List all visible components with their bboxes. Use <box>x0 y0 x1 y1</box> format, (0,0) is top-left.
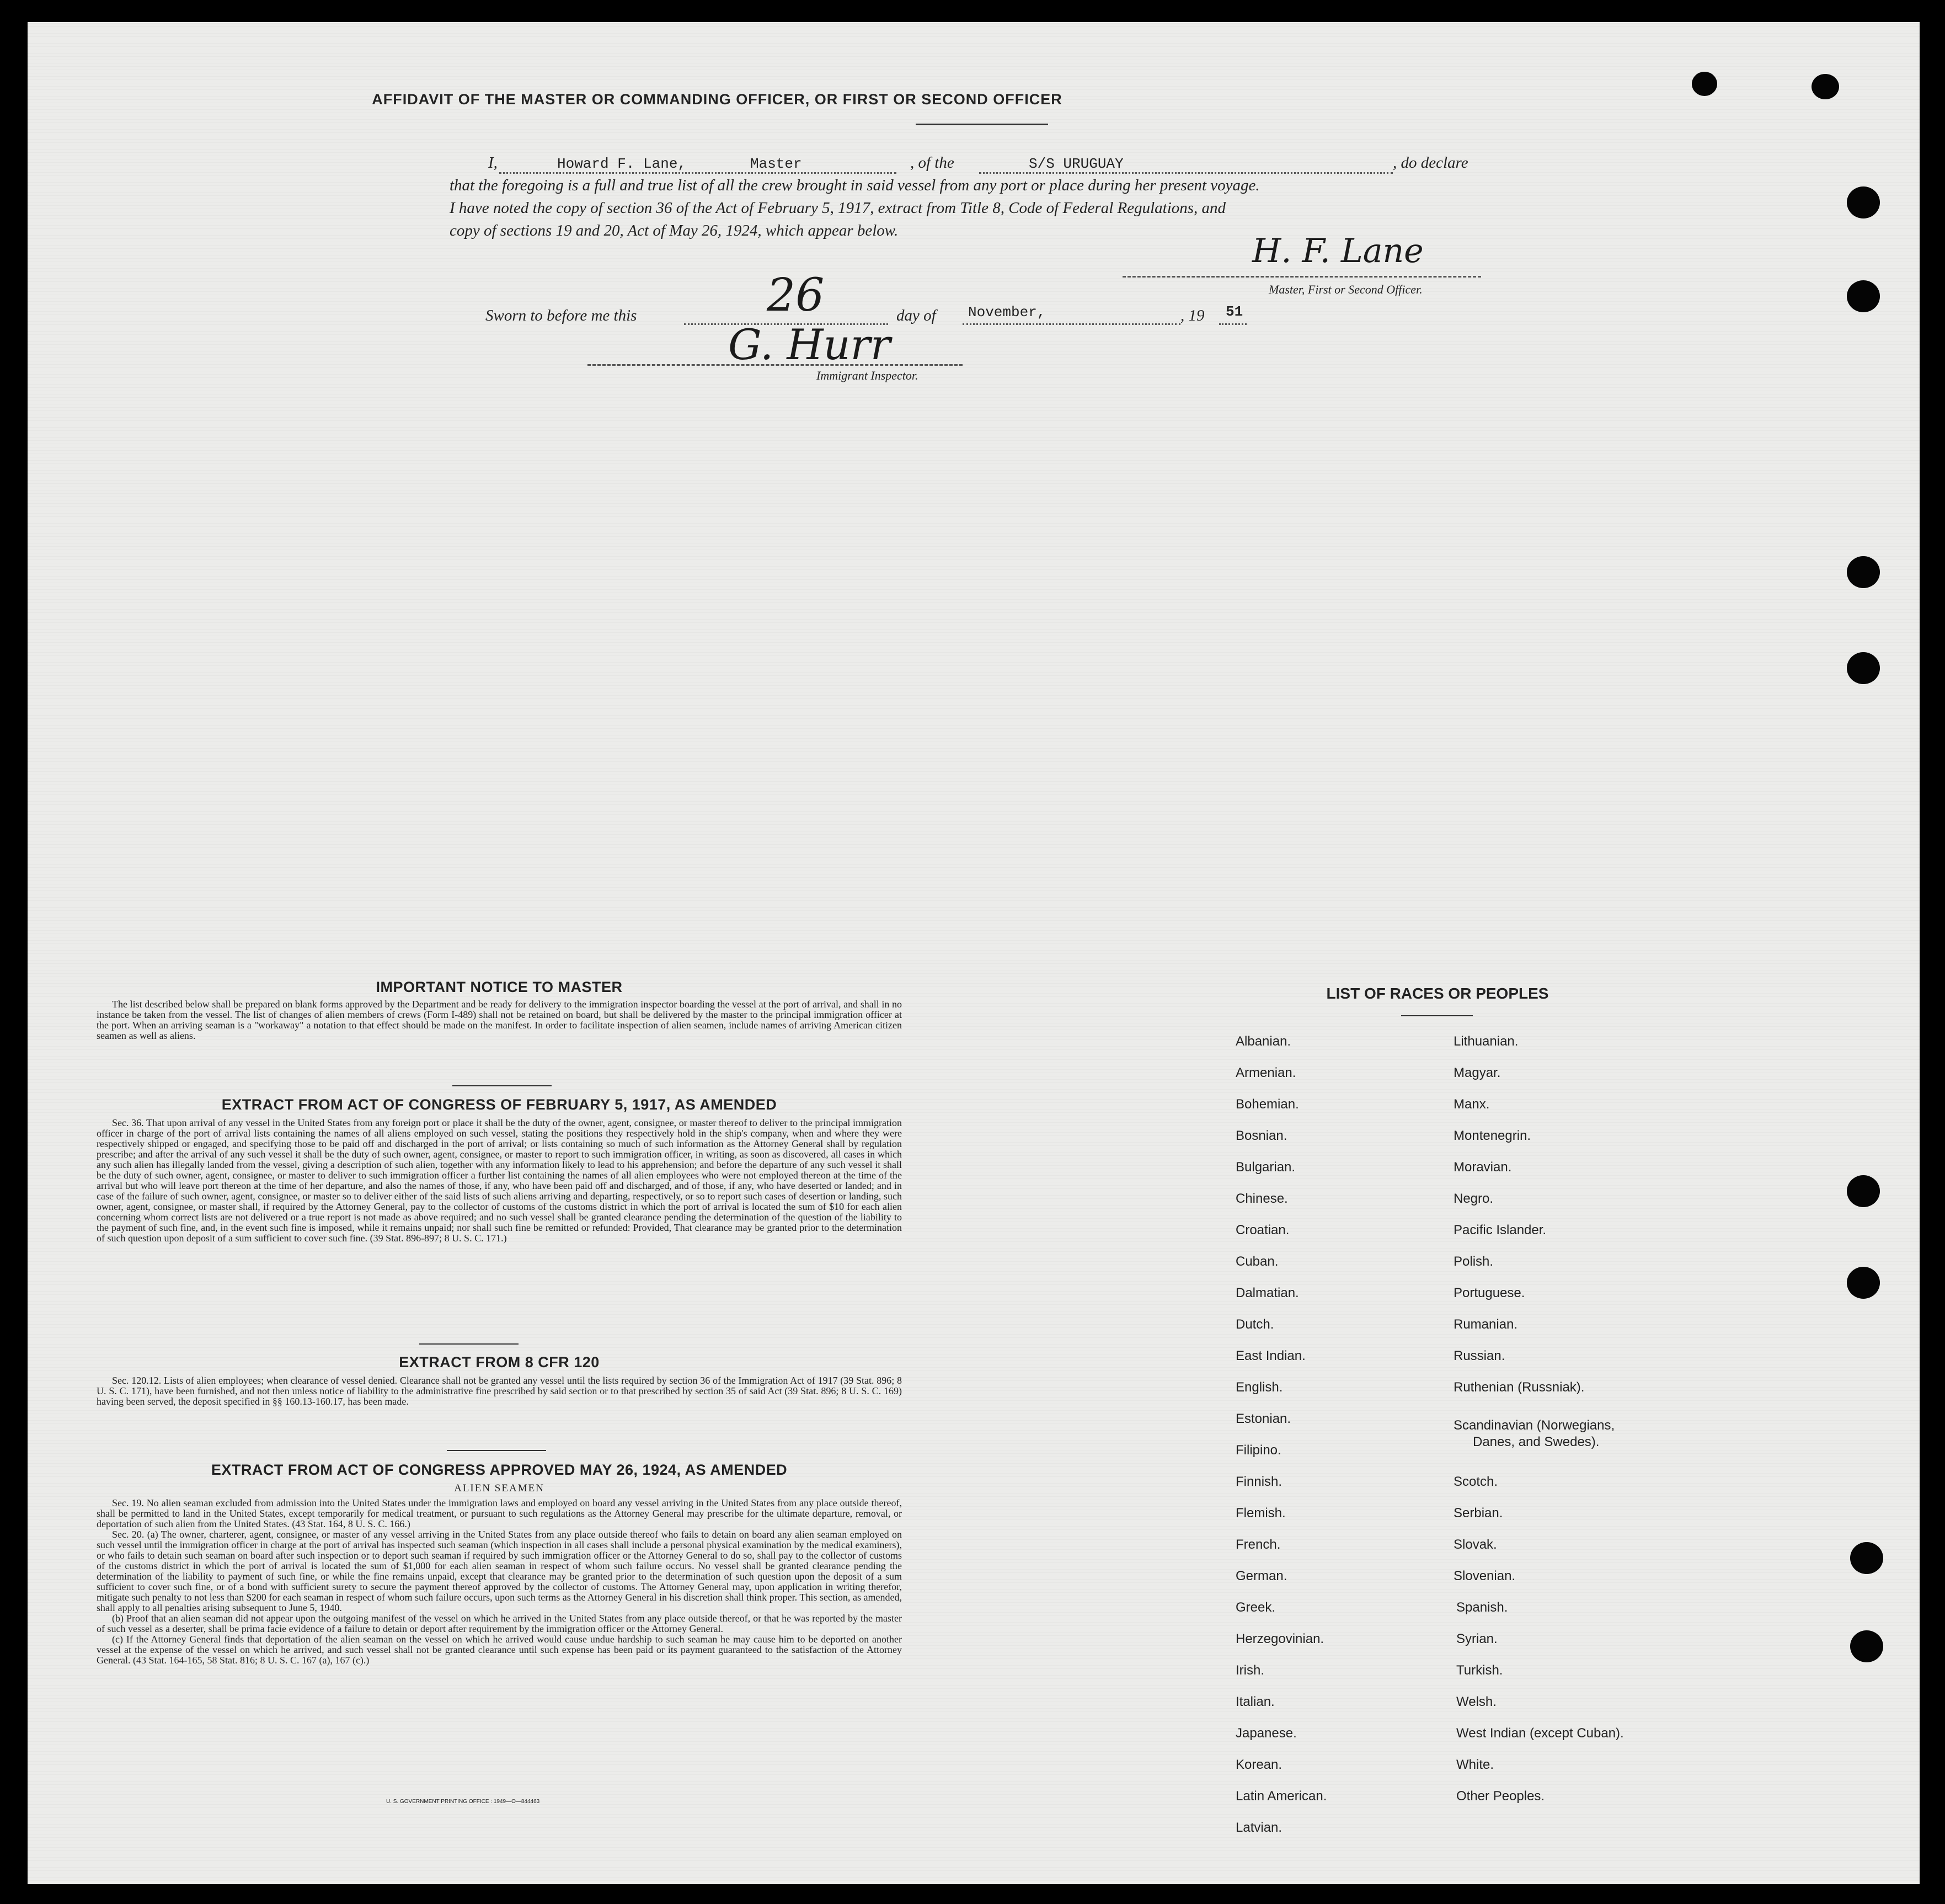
punch-hole <box>1847 556 1880 588</box>
punch-hole <box>1847 280 1880 312</box>
race-item: Negro. <box>1454 1191 1494 1206</box>
affidavit-line2: that the foregoing is a full and true list of all the crew brought in said vessel from any port or place during her present voyage. <box>450 177 1260 194</box>
punch-hole <box>1850 1630 1883 1662</box>
master-rank: Master <box>750 156 802 172</box>
race-item: Lithuanian. <box>1454 1034 1519 1049</box>
punch-hole <box>1847 1175 1880 1207</box>
race-item: English. <box>1236 1380 1283 1395</box>
race-item: Cuban. <box>1236 1254 1279 1269</box>
section-divider <box>419 1343 519 1345</box>
race-item: Croatian. <box>1236 1223 1290 1238</box>
race-item: Ruthenian (Russniak). <box>1454 1380 1585 1395</box>
race-item: Chinese. <box>1236 1191 1288 1206</box>
race-item: Slovak. <box>1454 1537 1497 1552</box>
extract-1917-heading: EXTRACT FROM ACT OF CONGRESS OF FEBRUARY 5, 1917, AS AMENDED <box>221 1096 777 1113</box>
race-item: Syrian. <box>1456 1631 1498 1646</box>
sec-19-text: Sec. 19. No alien seaman excluded from admission into the United States under the immigration laws and employed on board any vessel arriving in the United States from any place outside thereof, shall be permitted to land in the United States, except temporarily for medical treatment, or pursuant to such regulations as the Attorney General may prescribe for the ultimate departure, removal, or deportation of such alien from the United States. (43 Stat. 164, 8 U. S. C. 166.) <box>97 1497 902 1529</box>
sworn-day: 26 <box>767 269 825 322</box>
race-item: Other Peoples. <box>1456 1789 1545 1804</box>
race-item: Irish. <box>1236 1663 1265 1678</box>
race-item: Scandinavian (Norwegians, <box>1454 1418 1615 1433</box>
race-item: Scotch. <box>1454 1474 1498 1489</box>
race-item: Greek. <box>1236 1600 1276 1615</box>
race-item: Rumanian. <box>1454 1317 1518 1332</box>
punch-hole <box>1847 1267 1880 1299</box>
race-item: Flemish. <box>1236 1506 1286 1521</box>
sworn-year: 51 <box>1226 303 1243 320</box>
vessel-line <box>979 172 1393 174</box>
race-item: Dutch. <box>1236 1317 1274 1332</box>
extract-cfr-heading: EXTRACT FROM 8 CFR 120 <box>399 1354 600 1370</box>
master-name: Howard F. Lane, <box>557 156 687 172</box>
extract-1924-heading: EXTRACT FROM ACT OF CONGRESS APPROVED MAY 26, 1924, AS AMENDED <box>211 1462 788 1478</box>
section-divider <box>452 1085 552 1086</box>
printing-office-note: U. S. GOVERNMENT PRINTING OFFICE : 1949—O—844463 <box>386 1799 540 1805</box>
race-item: Bosnian. <box>1236 1128 1287 1143</box>
sworn-label: Sworn to before me this <box>485 307 637 324</box>
inspector-label: Immigrant Inspector. <box>816 369 918 382</box>
race-item: Spanish. <box>1456 1600 1508 1615</box>
extract-1924 <box>97 1462 902 1666</box>
sworn-month: November, <box>968 304 1046 321</box>
race-item: German. <box>1236 1569 1287 1583</box>
master-signature-label: Master, First or Second Officer. <box>1269 282 1423 296</box>
race-item: Albanian. <box>1236 1034 1291 1049</box>
sec-20a-text: Sec. 20. (a) The owner, charterer, agent, consignee, or master of any vessel arriving in the United States from any place outside thereof who fails to detain on board any alien seaman employed on such vessel until the immigration officer in charge at the port of arrival has inspected such seaman (which inspection in all cases shall include a personal physical examination by the medical examiners), or who fails to detain such seaman on board after such inspection or to deport such seaman if required by such immigration officer or the Attorney General to do so, shall pay to the collector of customs of the customs district in which the port of arrival is located the sum of $1,000 for each alien seaman in respect of whom such failure occurs. No vessel shall be granted clearance pending the determination of the liability to payment of such fine, or while the fine remains unpaid, except that clearance may be granted prior to the determination of such question upon the deposit of a sum sufficient to cover such fine, or of a bond with sufficient surety to secure the payment thereof approved by the collector of customs. The Attorney General may, upon application in writing therefor, mitigate such penalty to not less than $200 for each seaman in respect of whom such failure occurs, upon such terms as the Attorney General in his discretion shall think proper. This section, as amended, shall apply to all penalties arising subsequent to June 5, 1940. <box>97 1529 902 1613</box>
race-item: Moravian. <box>1454 1160 1512 1175</box>
race-item: Italian. <box>1236 1694 1275 1709</box>
race-item: Slovenian. <box>1454 1569 1516 1583</box>
race-item: Filipino. <box>1236 1443 1281 1458</box>
race-item: Korean. <box>1236 1757 1283 1772</box>
inspector-signature-line <box>587 364 963 366</box>
sec-20c-text: (c) If the Attorney General finds that deportation of the alien seaman on the vessel on which he arrived would cause undue hardship to such seaman he may cause him to be deported on another vessel at the expense of the vessel on which he arrived, and such vessel shall not be granted clearance until such expense has been paid or its payment guaranteed to the satisfaction of the Attorney General. (43 Stat. 164-165, 58 Stat. 816; 8 U. S. C. 167 (a), 167 (c).) <box>97 1634 902 1666</box>
i-prefix: I, <box>488 154 498 172</box>
master-signature-line <box>1123 276 1481 278</box>
do-declare-text: , do declare <box>1393 154 1468 172</box>
name-line <box>499 172 896 174</box>
race-item: Manx. <box>1454 1097 1490 1112</box>
race-item: Portuguese. <box>1454 1286 1525 1300</box>
race-item: Bulgarian. <box>1236 1160 1296 1175</box>
punch-hole <box>1692 72 1717 96</box>
race-item: Danes, and Swedes). <box>1473 1434 1600 1449</box>
important-notice <box>97 979 902 1041</box>
race-item: Montenegrin. <box>1454 1128 1531 1143</box>
notice-body: The list described below shall be prepared on blank forms approved by the Department and be ready for delivery to the immigration inspector boarding the vessel at the port of arrival, and shall in no instance be taken from the vessel. The list of changes of alien members of crews (Form I-489) shall not be retained on board, but shall be delivered by the master to the principal immigration officer at the port. When an arriving seaman is a "workaway" a notation to that effect should be made on the manifest. In order to facilitate inspection of alien seamen, include names of arriving American citizen seamen as well as aliens. <box>97 999 902 1041</box>
punch-hole <box>1847 652 1880 684</box>
race-item: Serbian. <box>1454 1506 1503 1521</box>
race-item: White. <box>1456 1757 1494 1772</box>
of-the-text: , of the <box>910 154 954 172</box>
year-line <box>1219 323 1247 325</box>
affidavit-title: AFFIDAVIT OF THE MASTER OR COMMANDING OFFICER, OR FIRST OR SECOND OFFICER <box>372 91 1062 108</box>
race-item: Bohemian. <box>1236 1097 1299 1112</box>
inspector-signature: G. Hurr <box>728 320 891 369</box>
affidavit-statement <box>450 152 1487 242</box>
extract-cfr-body: Sec. 120.12. Lists of alien employees; when clearance of vessel denied. Clearance shall not be granted any vessel until the lists required by section 36 of the Immigration Act of 1917 (39 Stat. 896; 8 U. S. C. 171), have been furnished, and not then unless notice of liability to the administrative fine prescribed by said section or to that prescribed by section 35 of said Act (39 Stat. 896; 8 U. S. C. 169) having been served, the deposit specified in §§ 160.13-160.17, has been made. <box>97 1375 902 1407</box>
race-item: East Indian. <box>1236 1348 1306 1363</box>
affidavit-line4: copy of sections 19 and 20, Act of May 26, 1924, which appear below. <box>450 222 899 239</box>
race-item: Pacific Islander. <box>1454 1223 1547 1238</box>
extract-cfr <box>97 1354 902 1407</box>
races-title: LIST OF RACES OR PEOPLES <box>1326 985 1549 1002</box>
race-item: Welsh. <box>1456 1694 1497 1709</box>
race-item: Magyar. <box>1454 1065 1501 1080</box>
race-item: Latvian. <box>1236 1820 1283 1835</box>
race-item: French. <box>1236 1537 1281 1552</box>
notice-heading: IMPORTANT NOTICE TO MASTER <box>376 979 623 995</box>
race-item: Herzegovinian. <box>1236 1631 1324 1646</box>
punch-hole <box>1850 1542 1883 1574</box>
year-prefix: , 19 <box>1180 307 1205 324</box>
title-divider <box>916 124 1048 125</box>
alien-seamen-subheading: ALIEN SEAMEN <box>454 1482 544 1494</box>
race-item: Finnish. <box>1236 1474 1283 1489</box>
day-of-text: day of <box>896 307 936 324</box>
race-item: Estonian. <box>1236 1411 1291 1426</box>
month-line <box>963 323 1180 325</box>
race-item: Dalmatian. <box>1236 1286 1299 1300</box>
races-divider <box>1401 1015 1473 1016</box>
sec-20b-text: (b) Proof that an alien seaman did not appear upon the outgoing manifest of the vessel on which he arrived in the United States from any place outside thereof, or that he was reported by the master of such vessel as a deserter, shall be prima facie evidence of a failure to detain or deport after requirement by the immigration officer or the Attorney General. <box>97 1613 902 1634</box>
extract-1917-body: Sec. 36. That upon arrival of any vessel in the United States from any foreign port or place it shall be the duty of the owner, agent, consignee, or master thereof to deliver to the principal immigration officer in charge of the port of arrival lists containing the names of all aliens employed on such vessel, stating the positions they respectively hold in the ship's company, when and where they were respectively shipped or engaged, and specifying those to be paid off and discharged in the port of arrival; or lists containing so much of such information as the Attorney General shall by regulation prescribe; and after the arrival of any such vessel it shall be the duty of such owner, agent, consignee, or master to report to such immigration officer, in writing, as soon as discovered, all cases in which any such alien has illegally landed from the vessel, giving a description of such alien, together with any information likely to lead to his apprehension; and before the departure of any such vessel it shall be the duty of such owner, agent, consignee, or master to deliver to such immigration officer a further list containing the names of all alien employees who were not employed thereon at the time of the arrival but who will leave port thereon at the time of her departure, and also the names of those, if any, who have been paid off and discharged, and of those, if any, who have deserted or landed; and in case of the failure of such owner, agent, consignee, or master so to deliver either of the said lists of such aliens arriving and departing, respectively, or so to report such cases of desertion or landing, such owner, agent, consignee, or master shall, if required by the Attorney General, pay to the collector of customs of the customs district in which the port of arrival is located the sum of $10 for each alien concerning whom correct lists are not delivered or a true report is not made as above required; and no such vessel shall be granted clearance pending the determination of the question of the liability to the payment of such fine, and, in the event such fine is imposed, while it remains unpaid; nor shall such fine be remitted or refunded: Provided, That clearance may be granted prior to the determination of such question upon deposit of a sum sufficient to cover such fine. (39 Stat. 896-897; 8 U. S. C. 171.) <box>97 1117 902 1244</box>
race-item: Armenian. <box>1236 1065 1296 1080</box>
section-divider <box>447 1450 546 1451</box>
vessel-name: S/S URUGUAY <box>1029 156 1124 172</box>
punch-hole <box>1847 186 1880 218</box>
extract-1917 <box>97 1096 902 1244</box>
race-item: Turkish. <box>1456 1663 1503 1678</box>
affidavit-line3: I have noted the copy of section 36 of the Act of February 5, 1917, extract from Title 8, Code of Federal Regulations, and <box>450 199 1226 217</box>
race-item: Japanese. <box>1236 1726 1297 1741</box>
race-item: Latin American. <box>1236 1789 1327 1804</box>
affidavit-line1 <box>450 152 1487 174</box>
race-item: West Indian (except Cuban). <box>1456 1726 1624 1741</box>
punch-hole <box>1812 74 1839 99</box>
master-signature: H. F. Lane <box>1252 232 1424 270</box>
race-item: Polish. <box>1454 1254 1494 1269</box>
race-item: Russian. <box>1454 1348 1505 1363</box>
